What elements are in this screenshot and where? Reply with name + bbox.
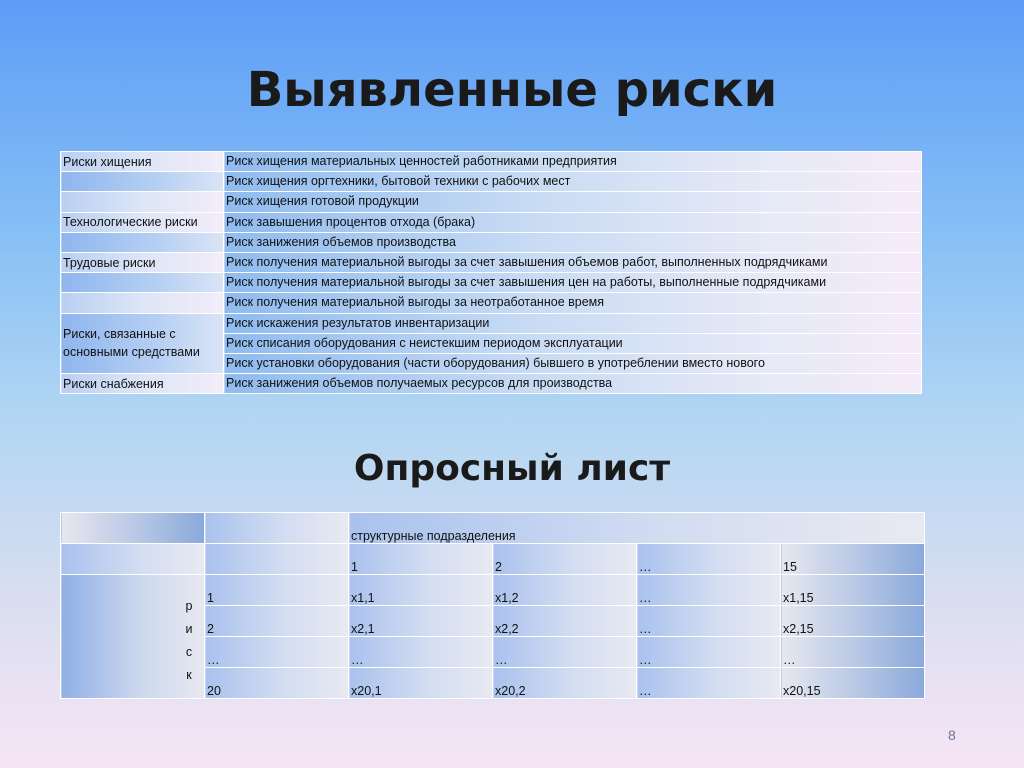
risk-category — [61, 192, 224, 212]
risk-category: Риски снабжения — [61, 374, 224, 394]
risk-category — [61, 172, 224, 192]
risk-row-label — [61, 575, 205, 699]
table-cell: x20,2 — [493, 668, 637, 699]
subtitle: Опросный лист — [353, 448, 671, 489]
table-cell — [205, 513, 349, 544]
slide-title: Выявленные риски — [246, 62, 778, 118]
risk-category: Технологические риски — [61, 212, 224, 232]
table-cell: … — [637, 606, 781, 637]
table-cell: x1,1 — [349, 575, 493, 606]
survey-table — [60, 512, 925, 699]
table-row — [61, 575, 925, 606]
table-row — [61, 152, 922, 172]
departments-header: структурные подразделения — [349, 513, 925, 544]
risk-category: Трудовые риски — [61, 252, 224, 272]
table-cell: x2,15 — [781, 606, 925, 637]
risk-description: Риск завышения процентов отхода (брака) — [224, 212, 922, 232]
risk-category — [61, 273, 224, 293]
table-row — [61, 252, 922, 272]
table-row — [61, 232, 922, 252]
table-row — [61, 513, 925, 544]
risk-category — [61, 232, 224, 252]
risk-category: Риски хищения — [61, 152, 224, 172]
column-header: … — [637, 544, 781, 575]
table-cell: … — [637, 575, 781, 606]
table-cell — [61, 513, 205, 544]
table-row — [61, 374, 922, 394]
table-cell: … — [781, 637, 925, 668]
table-cell: x20,1 — [349, 668, 493, 699]
table-cell: … — [349, 637, 493, 668]
risk-description: Риск искажения результатов инвентаризации — [224, 313, 922, 333]
table-cell: … — [637, 637, 781, 668]
row-header: 20 — [205, 668, 349, 699]
column-header: 15 — [781, 544, 925, 575]
table-cell — [205, 544, 349, 575]
vertical-label: р и с к — [185, 599, 193, 682]
column-header: 2 — [493, 544, 637, 575]
row-header: 2 — [205, 606, 349, 637]
risk-description: Риск занижения объемов производства — [224, 232, 922, 252]
risk-description: Риск установки оборудования (части оборудования) бывшего в употреблении вместо нового — [224, 353, 922, 373]
table-row — [61, 293, 922, 313]
row-header: 1 — [205, 575, 349, 606]
risk-description: Риск хищения материальных ценностей работниками предприятия — [224, 152, 922, 172]
table-row — [61, 273, 922, 293]
risk-description: Риск получения материальной выгоды за счет завышения объемов работ, выполненных подрядчиками — [224, 252, 922, 272]
risk-description: Риск списания оборудования с неистекшим периодом эксплуатации — [224, 333, 922, 353]
risk-category: Риски, связанные с основными средствами — [61, 313, 224, 374]
table-row — [61, 192, 922, 212]
table-row — [61, 313, 922, 333]
table-row — [61, 212, 922, 232]
risks-table — [60, 151, 922, 394]
table-cell: x20,15 — [781, 668, 925, 699]
table-cell — [61, 544, 205, 575]
table-cell: … — [493, 637, 637, 668]
table-cell: x2,1 — [349, 606, 493, 637]
column-header: 1 — [349, 544, 493, 575]
risk-description: Риск получения материальной выгоды за неотработанное время — [224, 293, 922, 313]
table-cell: x1,2 — [493, 575, 637, 606]
table-cell: … — [637, 668, 781, 699]
table-cell: x1,15 — [781, 575, 925, 606]
risk-category — [61, 293, 224, 313]
page-number: 8 — [948, 727, 956, 743]
risk-description: Риск занижения объемов получаемых ресурсов для производства — [224, 374, 922, 394]
table-cell: x2,2 — [493, 606, 637, 637]
risk-description: Риск хищения оргтехники, бытовой техники с рабочих мест — [224, 172, 922, 192]
risk-description: Риск получения материальной выгоды за счет завышения цен на работы, выполненные подрядчиками — [224, 273, 922, 293]
table-row — [61, 172, 922, 192]
table-row — [61, 544, 925, 575]
row-header: … — [205, 637, 349, 668]
risk-description: Риск хищения готовой продукции — [224, 192, 922, 212]
